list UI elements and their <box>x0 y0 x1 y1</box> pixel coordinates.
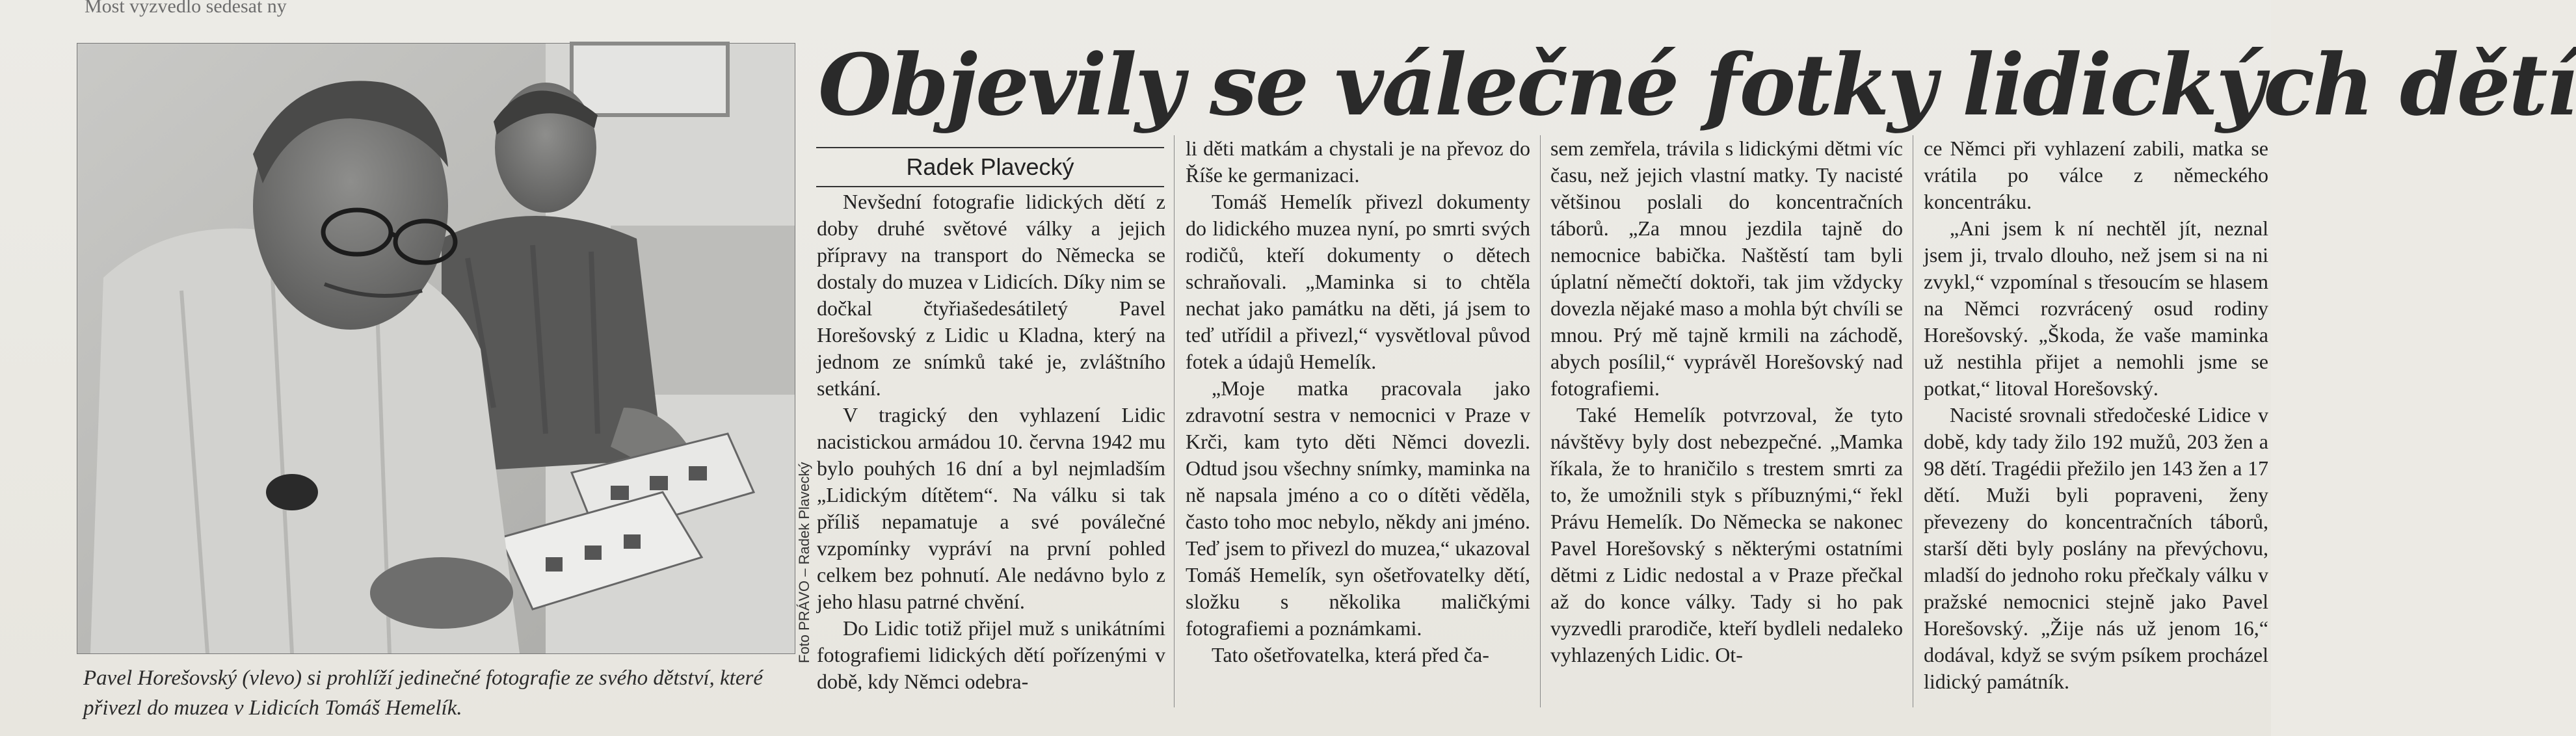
article-column-1 <box>817 189 1165 702</box>
paragraph: ce Němci při vyhlazení zabili, matka se vrátila po válce z německého koncentráku. <box>1924 137 2268 213</box>
photo-caption: Pavel Horešovský (vlevo) si prohlíží jedinečné fotografie ze svého dětství, které přivezl do muzea v Lidicích Tomáš Hemelík. <box>83 666 763 720</box>
paragraph: Nacisté srovnali středočeské Lidice v době, kdy tady žilo 192 mužů, 203 žen a 98 dětí. Tragédii přežilo jen 143 žen a 17 dětí. Muži byli popraveni, ženy převezeny do koncentračních táborů, starší děti byly poslány na převýchovu, mladší do jednoho roku přečkaly válku v pražské nemocnici stejně jako Pavel Horešovský. „Žije nás už jenom 16,“ dodával, když se svým psíkem procházel lidický památník. <box>1924 403 2268 693</box>
byline: Radek Plavecký <box>816 147 1164 187</box>
paragraph: Tomáš Hemelík přivezl dokumenty do lidického muzea nyní, po smrti svých rodičů, kteří dokumenty o dětech schraňovali. „Maminka si to chtěla nechat jako památku na děti, já jsem to teď utřídil a přivezl,“ vysvětloval původ fotek a údajů Hemelík. <box>1186 190 1530 373</box>
column-divider <box>1540 135 1541 707</box>
article-column-4 <box>1924 135 2268 707</box>
paragraph: „Moje matka pracovala jako zdravotní sestra v nemocnici v Praze v Krči, kam tyto děti Němci dovezli. Odtud jsou všechny snímky, maminka na ně napsala jméno a co o dítěti věděla, často toho moc nebylo, někdy ani jméno. Teď jsem to přivezl do muzea,“ ukazoval Tomáš Hemelík, syn ošetřovatelky dětí, složku s několika maličkými fotografiemi a poznámkami. <box>1186 376 1530 640</box>
paragraph: Tato ošetřovatelka, která před ča- <box>1212 643 1489 666</box>
photo-credit: Foto PRÁVO – Radek Plavecký <box>796 462 812 663</box>
paragraph: li děti matkám a chystali je na převoz do Říše ke germanizaci. <box>1186 137 1530 187</box>
paragraph: „Ani jsem k ní nechtěl jít, neznal jsem ji, trvalo dlouho, než jsem si na ni zvykl,“ vzpomínal s třesoucím se hlasem na Němci rozvrácený osud rodiny Horešovský. „Škoda, že vaše maminka už nestihla přijet a nemohli jsme se potkat,“ litoval Horešovský. <box>1924 217 2268 400</box>
headline: Objevily se válečné fotky lidických dětí <box>818 35 2576 135</box>
paragraph: Nevšední fotografie lidických dětí z doby druhé světové války a jejich přípravy na transport do Německa se dostaly do muzea v Lidicích. Díky nim se dočkal čtyřiašedesátiletý Pavel Horešovský z Lidic u Kladna, který na jednom ze snímků také je, zvláštního setkání. <box>817 190 1165 400</box>
previous-article-strip: Most vyzvedlo sedesat ny <box>85 0 287 17</box>
column-divider <box>1174 135 1175 707</box>
paragraph: Také Hemelík potvrzoval, že tyto návštěvy byly dost nebezpečné. „Mamka říkala, že to hraničilo s trestem smrti za to, že umožnili styk s příbuznými,“ řekl Právu Hemelík. Do Německa se nakonec Pavel Horešovský s některými ostatními dětmi z Lidic nedostal a v Praze přečkal až do konce války. Tady si ho pak vyzvedli prarodiče, kteří bydleli nedaleko vyhlazených Lidic. Ot- <box>1550 403 1903 666</box>
paragraph: Do Lidic totiž přijel muž s unikátními fotografiemi lidických dětí pořízenými v době, kdy Němci odebra- <box>817 616 1165 693</box>
photo-illustration <box>77 44 795 653</box>
article-photo <box>77 43 795 654</box>
paragraph: V tragický den vyhlazení Lidic nacistickou armádou 10. června 1942 mu bylo pouhých 16 dní a byl nejmladším „Lidickým dítětem“. Na válku si tak příliš nepamatuje a své poválečné vzpomínky vypráví na první pohled celkem bez pohnutí. Ale nedávno bylo z jeho hlasu patrné chvění. <box>817 403 1165 613</box>
article-column-2 <box>1186 135 1530 707</box>
paragraph: sem zemřela, trávila s lidickými dětmi víc času, než jejich vlastní matky. Ty nacisté většinou poslali do koncentračních táborů. „Za mnou jezdila tajně do nemocnice babička. Naštěstí tam byli úplatní němečtí doktoři, tak jim vždycky dovezla nějaké maso a mohla být chvíli se mnou. Prý mě tajně krmili na záchodě, abych posílil,“ vyprávěl Horešovský nad fotografiemi. <box>1550 137 1903 400</box>
article-column-3 <box>1550 135 1903 707</box>
